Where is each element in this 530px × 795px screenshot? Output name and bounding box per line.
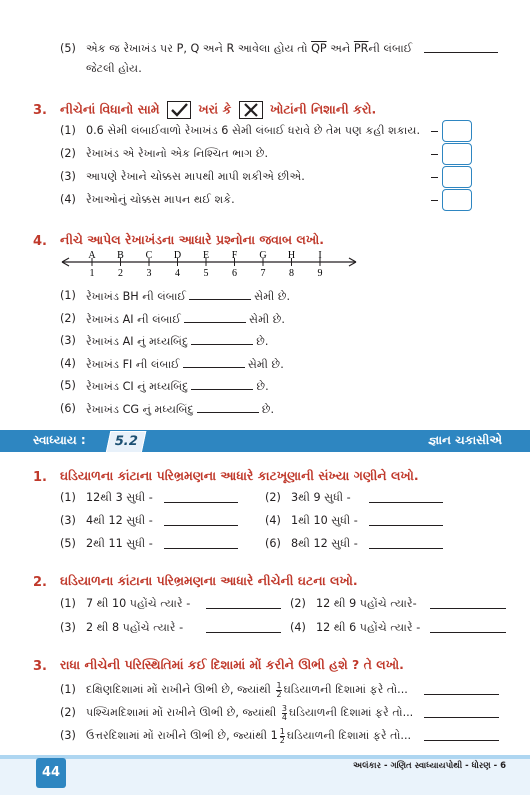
statement-text: જેટલી હોય. (86, 62, 142, 75)
question-number: 4. (33, 234, 47, 249)
answer-box[interactable] (442, 120, 472, 142)
statement-line (86, 704, 413, 722)
item-number: (1) (60, 683, 76, 696)
statement-text: રેખાખંડ એ રેખાનો એક નિશ્ચિત ભાગ છે. (86, 147, 269, 160)
tick-label: 3 (146, 268, 152, 278)
point-label: F (231, 250, 238, 261)
dash (431, 177, 438, 178)
answer-blank[interactable] (206, 632, 281, 633)
answer-blank[interactable] (424, 694, 499, 695)
item-number: (6) (60, 401, 76, 415)
item-number: (2) (60, 147, 76, 160)
answer-blank[interactable] (191, 379, 253, 390)
point-label: I (318, 250, 322, 261)
fraction-denominator: 2 (276, 689, 282, 699)
answer-blank[interactable] (430, 632, 506, 633)
exercise-number: 5.2 (106, 431, 147, 453)
statement-text: ઘડિયાળની દિશામાં ફરે તો... (286, 729, 412, 742)
fill-blank-row (86, 357, 284, 372)
fraction (276, 682, 281, 699)
statement-text: છે. (256, 335, 269, 348)
heading-text: ખરાં કે (198, 101, 232, 117)
item-number: (3) (60, 514, 76, 527)
statement-text: 2 થી 8 પહોંચે ત્યારે - (86, 621, 184, 634)
item-number: (3) (60, 729, 76, 742)
statement-text: 12થી 3 સુધી - (86, 491, 153, 504)
point-label: G (259, 250, 267, 261)
statement-text: 8થી 12 સુધી - (291, 537, 358, 550)
point-label: H (287, 250, 296, 261)
item-number: (5) (60, 537, 76, 550)
statement-text: 12 થી 9 પહોંચે ત્યારે- (316, 597, 417, 610)
statement-line (86, 681, 408, 699)
statement-text: અને (330, 42, 351, 55)
answer-blank[interactable] (164, 502, 238, 503)
statement-text: રેખાખંડ AI નું મધ્યબિંદુ (86, 335, 189, 348)
tick-label: 6 (232, 268, 237, 278)
check-mark-icon (167, 101, 191, 119)
item-number: (6) (265, 537, 281, 550)
tick-label: 7 (260, 268, 266, 278)
segment-qp: $\overline{QP}$ (311, 42, 327, 55)
statement-text: આપણે રેખાને ચોક્કસ માપથી માપી શકીએ છીએ. (86, 170, 305, 183)
statement-text: એક જ રેખાખંડ પર P, Q અને R આવેલા હોય તો (86, 42, 308, 55)
point-label: B (117, 250, 124, 261)
answer-blank[interactable] (164, 548, 238, 549)
answer-box[interactable] (442, 166, 472, 188)
tick-label: 2 (118, 268, 123, 278)
item-number: (2) (265, 491, 281, 504)
fraction-denominator: 2 (279, 735, 285, 745)
point-label: D (173, 250, 182, 261)
number-line (60, 250, 360, 278)
question-heading: નીચે આપેલ રેખાખંડના આધારે પ્રશ્નોના જવાબ લખો. (60, 232, 325, 247)
fill-blank-row (86, 402, 274, 417)
heading-text: નીચેનાં વિધાનો સામે (60, 101, 160, 117)
answer-blank[interactable] (164, 525, 238, 526)
fill-blank-row (86, 312, 285, 327)
item-number: (4) (60, 193, 76, 206)
answer-box[interactable] (442, 143, 472, 165)
statement-text: છે. (261, 402, 275, 416)
question-heading: ઘડિયાળના કાંટાના પરિભ્રમણના આધારે નીચેની ઘટના લખો. (60, 573, 358, 588)
statement-text: છે. (256, 380, 269, 393)
fill-blank-row (86, 289, 290, 304)
item-number: (4) (265, 514, 281, 527)
statement-text: રેખાઓનું ચોક્કસ માપન થઈ શકે. (86, 193, 235, 206)
question-heading (60, 101, 376, 119)
answer-blank[interactable] (189, 289, 251, 300)
statement-text: ની લંબાઈ (368, 42, 413, 55)
question-number: 3. (33, 659, 47, 674)
statement-text: સેમી છે. (254, 290, 291, 303)
item-number: (3) (60, 621, 76, 634)
statement-text: 7 થી 10 પહોંચે ત્યારે - (86, 597, 191, 610)
item-number: (2) (60, 706, 76, 719)
fill-blank-row (86, 379, 269, 394)
dash (431, 154, 438, 155)
tick-label: 1 (89, 268, 95, 278)
item-number: (5) (60, 42, 76, 55)
answer-blank[interactable] (184, 312, 246, 323)
statement-text: સેમી છે. (247, 357, 284, 371)
footer-band (0, 755, 530, 759)
point-label: C (145, 250, 153, 261)
statement-text: 3થી 9 સુધી - (291, 491, 351, 504)
question-heading: ઘડિયાળના કાંટાના પરિભ્રમણના આધારે કાટખૂણાની સંખ્યા ગણીને લખો. (60, 468, 419, 483)
item-number: (1) (60, 491, 76, 504)
item-number: (2) (60, 311, 76, 325)
answer-blank[interactable] (369, 502, 443, 503)
answer-box[interactable] (442, 189, 472, 211)
item-number: (3) (60, 334, 76, 347)
section-label: જ્ઞાન ચકાસીએ (428, 433, 502, 447)
dash (431, 200, 438, 201)
statement-text: રેખાખંડ BH ની લંબાઈ (86, 290, 187, 303)
mixed-number-whole: 1 (270, 729, 278, 742)
answer-blank[interactable] (430, 608, 506, 609)
statement-text: 1થી 10 સુધી - (291, 514, 358, 527)
fraction-denominator: 4 (281, 712, 287, 722)
item-number: (4) (60, 356, 76, 370)
answer-blank[interactable] (424, 52, 498, 53)
fraction-numerator: 1 (279, 726, 285, 736)
dash (431, 131, 438, 132)
statement-text: સેમી છે. (249, 312, 285, 326)
question-heading: રાધા નીચેની પરિસ્થિતિમાં કઈ દિશામાં મોં કરીને ઊભી હશે ? તે લખો. (60, 657, 404, 672)
item-number: (3) (60, 170, 76, 183)
statement-text: રેખાખંડ CG નું મધ્યબિંદુ (86, 402, 194, 416)
tick-label: 4 (175, 268, 180, 278)
answer-blank[interactable] (424, 717, 499, 718)
statement-line (86, 727, 411, 745)
statement-text: 4થી 12 સુધી - (86, 514, 153, 527)
point-label: A (88, 250, 96, 261)
statement-text: દક્ષિણદિશામાં મોં રાખીને ઊભી છે, જ્યાંથી (86, 683, 271, 696)
fraction (282, 705, 287, 722)
item-number: (1) (60, 289, 76, 302)
statement-text: 2થી 11 સુધી - (86, 537, 153, 550)
tick-label: 5 (203, 268, 209, 278)
statement-text: ઉત્તરદિશામાં મોં રાખીને ઊભી છે, જ્યાંથી (86, 729, 268, 742)
item-number: (1) (60, 597, 76, 610)
item-number: (1) (60, 124, 76, 137)
heading-text: ખોટાંની નિશાની કરો. (270, 101, 377, 117)
fill-blank-row (86, 334, 269, 349)
statement-text: પશ્ચિમદિશામાં મોં રાખીને ઊભી છે, જ્યાંથી (86, 706, 277, 719)
answer-blank[interactable] (369, 525, 443, 526)
fraction-numerator: 1 (276, 680, 282, 690)
answer-blank[interactable] (424, 740, 499, 741)
fraction (280, 728, 285, 745)
answer-blank[interactable] (183, 357, 245, 368)
fraction-numerator: 3 (281, 703, 287, 713)
question-number: 2. (33, 575, 47, 590)
answer-blank[interactable] (369, 548, 443, 549)
item-number: (4) (290, 621, 306, 634)
statement-text: 0.6 સેમી લંબાઈવાળો રેખાખંડ 6 સેમી લંબાઈ ધરાવે છે તેમ પણ કહી શકાય. (86, 124, 421, 137)
page-number: 44 (36, 758, 66, 788)
point-label: E (202, 250, 210, 261)
item-number: (2) (290, 597, 306, 610)
answer-blank[interactable] (197, 402, 259, 413)
tick-label: 8 (289, 268, 294, 278)
question-number: 1. (33, 470, 47, 485)
statement-text: રેખાખંડ AI ની લંબાઈ (86, 312, 182, 326)
answer-blank[interactable] (191, 334, 253, 345)
tick-label: 9 (317, 268, 323, 278)
statement-text: ઘડિયાળની દિશામાં ફરે તો... (283, 683, 408, 696)
statement-line (86, 42, 412, 56)
item-number: (5) (60, 379, 76, 392)
answer-blank[interactable] (206, 608, 281, 609)
statement-text: રેખાખંડ FI ની લંબાઈ (86, 357, 180, 371)
question-number: 3. (33, 103, 47, 118)
statement-text: રેખાખંડ CI નું મધ્યબિંદુ (86, 380, 189, 393)
statement-text: 12 થી 6 પહોંચે ત્યારે - (316, 621, 421, 634)
cross-mark-icon (239, 101, 263, 119)
statement-text: ઘડિયાળની દિશામાં ફરે તો... (288, 706, 414, 719)
exercise-label: સ્વાધ્યાય : (33, 433, 86, 447)
segment-pr: $\overline{PR}$ (353, 42, 369, 55)
footer-title: અલંકાર - ગણિત સ્વાધ્યાયપોથી - ધોરણ - 6 (353, 761, 506, 771)
